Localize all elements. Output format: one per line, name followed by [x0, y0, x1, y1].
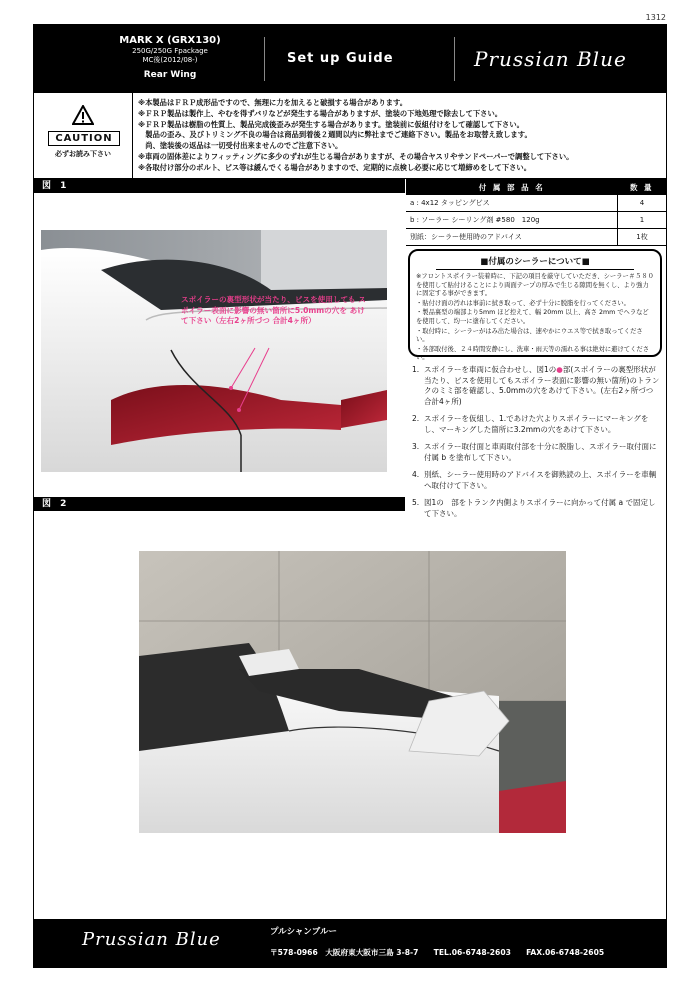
install-steps [412, 365, 662, 526]
caution-box [34, 93, 666, 179]
list-item [412, 365, 662, 407]
part-qty-cell: 1枚 [618, 229, 667, 246]
step-number: 4. [412, 470, 420, 479]
header-divider [264, 37, 265, 81]
part-name-cell: a : 4x12 タッピングビス [406, 195, 618, 212]
sealer-notice [408, 249, 662, 362]
sealer-bullet: ・各部取付後、２４時間安静にし、洗車・雨天等の濡れる事は絶対に避けてください。 [416, 345, 649, 362]
sealer-bullet: ・貼付け面の汚れは事前に拭き取って、必ず十分に脱脂を行ってください。 [416, 299, 630, 307]
parts-header-qty: 数 量 [618, 179, 667, 195]
pink-dot-marker: ● [556, 365, 563, 374]
header-bar [34, 25, 666, 93]
step-text: スポイラー取付面と車両取付部を十分に脱脂し、スポイラー取付面に付属 b を塗布して下さい。 [424, 442, 657, 462]
footer-brand-logo: Prussian Blue [82, 929, 221, 950]
warning-icon [72, 105, 94, 125]
caution-label-block [34, 93, 133, 178]
sealer-title: ■付属のシーラーについて■ [436, 255, 634, 270]
caution-line: ※本製品はＦＲＰ成形品ですので、無理に力を加えると破損する場合があります。 [138, 98, 408, 107]
company-address: 〒578-0966 大阪府東大阪市三島 3-8-7 TEL.06-6748-2603 FAX.06-6748-2605 [270, 948, 605, 957]
guide-title: Set up Guide [287, 51, 394, 66]
footer-bar [34, 919, 666, 967]
step-text: 別紙、シーラー使用時のアドバイスを御熟読の上、スポイラーを車輌へ取付けて下さい。 [424, 470, 657, 490]
step-number: 3. [412, 442, 420, 451]
caution-sub: 必ずお読み下さい [55, 150, 111, 158]
caution-text [138, 98, 662, 174]
list-item [412, 498, 662, 519]
step-text: スポイラーを車両に仮合わせし、図1の [424, 365, 557, 374]
list-item [412, 414, 662, 435]
table-row [406, 229, 666, 246]
parts-table [406, 179, 666, 246]
model-period: MC後(2012/08-) [142, 56, 198, 64]
caution-line: 製品の歪み、及びトリミング不良の場合は商品到着後２週間以内に弊社までご連絡下さい。製品をお取替え致します。 [138, 130, 532, 140]
caution-line: ※各取付け部分のボルト、ビス等は緩んでくる場合がありますので、定期的に点検し必要に応じて増締めをして下さい。 [138, 162, 532, 172]
figure1-label: 図 1 [34, 179, 405, 193]
step-text: 部(スポイラーの裏型形状が当たり、ビスを使用してもスポイラー表面に影響の無い箇所)のトランクのミミ部を確認し、5.0mmの穴をあけて下さい。(左右2ヶ所づつ 合計4ヶ所) [424, 365, 660, 406]
figure2-label: 図 2 [34, 497, 405, 511]
page-number: 1312 [645, 13, 666, 22]
model-block [110, 35, 230, 83]
sealer-intro: ※フロントスポイラー装着時に、下記の項目を厳守していただき、シーラー＃５８０を使用して貼付けることにより両面テープの厚みで生じる隙間を無くし、より強力に固定する事ができます。 [416, 273, 654, 298]
step-number: 1. [412, 365, 420, 374]
table-row [406, 195, 666, 212]
header-divider [454, 37, 455, 81]
caution-line: ※車両の固体差によりフィッティングに多少のずれが生じる場合がありますが、その場合ヤスリやサンドペーパーで調整して下さい。 [138, 151, 574, 161]
step-number: 2. [412, 414, 420, 423]
model-grade: 250G/250G Fpackage [132, 47, 208, 55]
parts-header-name: 付 属 部 品 名 [406, 179, 618, 195]
step-number: 5. [412, 498, 420, 507]
document-frame [33, 24, 667, 968]
step-text: スポイラーを仮組し、1.であけた穴よりスポイラーにマーキングをし、マーキングした箇所に3.2mmの穴をあけて下さい。 [424, 414, 649, 434]
model-name: MARK X (GRX130) [119, 35, 221, 46]
part-name-cell: 別紙：シーラー使用時のアドバイス [406, 229, 618, 246]
part-qty-cell: 4 [618, 195, 667, 212]
sealer-bullet: ・取付時に、シーラーがはみ出た場合は、速やかにウエス等で拭き取ってください。 [416, 327, 643, 344]
list-item [412, 442, 662, 463]
part-qty-cell: 1 [618, 212, 667, 229]
figure1-photo [41, 230, 387, 472]
figure2-photo [139, 551, 566, 833]
caution-label: CAUTION [48, 131, 120, 146]
caution-line: ※ＦＲＰ製品は樹脂の性質上、製品完成後歪みが発生する場合があります。塗装前に仮組付けをして確認して下さい。 [138, 119, 524, 129]
list-item [412, 470, 662, 491]
part-name-cell: b : ソーラー シーリング剤 #580 120g [406, 212, 618, 229]
part-name: Rear Wing [143, 70, 197, 80]
brand-logo: Prussian Blue [474, 47, 627, 71]
sealer-bullet: ・製品裏型の端部より5mm ほど控えて、幅 20mm 以上、高さ 2mm でヘラなどを使用して、均一に塗布してください。 [416, 309, 649, 325]
figure1-annotation: スポイラーの裏型形状が当たり、ビスを使用しても スポイラー表面に影響の無い箇所に5.0mmの穴を あけて下さい（左右2ヶ所づつ 合計4ヶ所） [181, 295, 366, 325]
table-row [406, 212, 666, 229]
caution-line: 尚、塗装後の返品は一切受付出来ませんのでご注意下さい。 [138, 141, 343, 151]
caution-line: ※ＦＲＰ製品は製作上、やむを得ずバリなどが発生する場合がありますが、塗装の下地処理で除去して下さい。 [138, 108, 503, 118]
step-text: 図1の 部をトランク内側よりスポイラーに向かって付属 a で固定して下さい。 [424, 498, 656, 518]
company-name: プルシャンブルー [270, 927, 337, 937]
